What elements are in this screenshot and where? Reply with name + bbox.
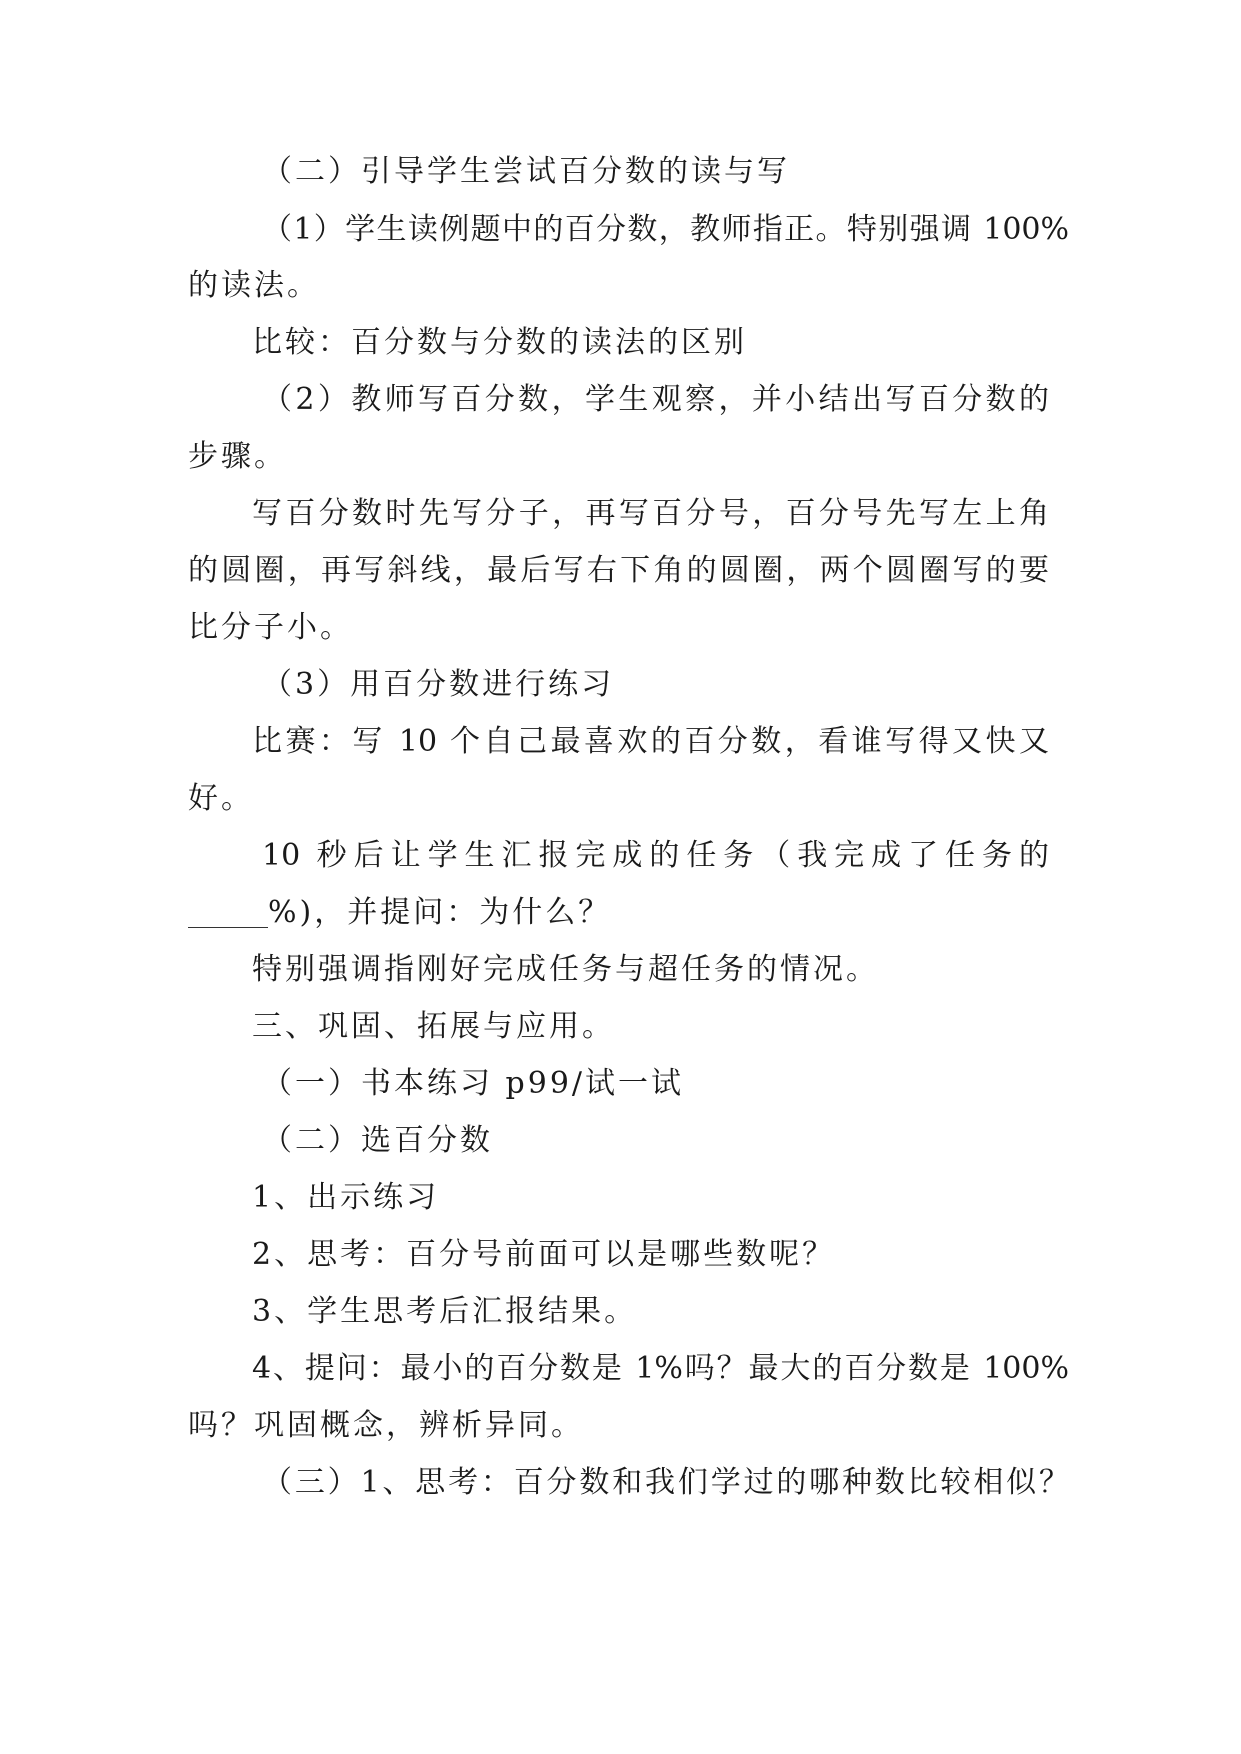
- paragraph-line: （三）1、思考：百分数和我们学过的哪种数比较相似？: [262, 1465, 1069, 1500]
- paragraph-line: 步骤。: [188, 439, 287, 474]
- paragraph-line: （一）书本练习 p99/试一试: [262, 1066, 685, 1101]
- paragraph-line: 4、提问：最小的百分数是 1%吗？最大的百分数是 100%: [252, 1351, 1069, 1386]
- paragraph-line: 1、出示练习: [252, 1180, 440, 1215]
- fill-in-blank: [188, 897, 268, 928]
- paragraph-line: （3）用百分数进行练习: [262, 667, 615, 702]
- paragraph-line: （二）选百分数: [262, 1123, 493, 1158]
- paragraph-line: 3、学生思考后汇报结果。: [252, 1294, 638, 1329]
- paragraph-line: 比赛：写 10 个自己最喜欢的百分数，看谁写得又快又: [252, 724, 1049, 759]
- paragraph-line: [188, 893, 611, 933]
- paragraph-line: 的读法。: [188, 268, 320, 303]
- paragraph-line: 好。: [188, 781, 254, 816]
- paragraph-line: 特别强调指刚好完成任务与超任务的情况。: [252, 952, 879, 987]
- paragraph-line: 10 秒后让学生汇报完成的任务（我完成了任务的: [262, 838, 1049, 873]
- paragraph-line: 吗？巩固概念，辨析异同。: [188, 1408, 584, 1443]
- paragraph-line: 写百分数时先写分子，再写百分号，百分号先写左上角: [252, 496, 1049, 531]
- paragraph-line: 比分子小。: [188, 610, 353, 645]
- paragraph-line: 2、思考：百分号前面可以是哪些数呢？: [252, 1237, 836, 1272]
- paragraph-line: 的圆圈，再写斜线，最后写右下角的圆圈，两个圆圈写的要: [188, 553, 1049, 588]
- paragraph-line: 比较：百分数与分数的读法的区别: [252, 325, 747, 360]
- section-heading: 三、巩固、拓展与应用。: [252, 1009, 615, 1044]
- paragraph-line: （2）教师写百分数，学生观察，并小结出写百分数的: [262, 382, 1049, 417]
- section-heading: （二）引导学生尝试百分数的读与写: [262, 154, 790, 189]
- paragraph-line: （1）学生读例题中的百分数，教师指正。特别强调 100%: [262, 212, 1069, 247]
- paragraph-line-text: %)，并提问：为什么？: [268, 895, 612, 930]
